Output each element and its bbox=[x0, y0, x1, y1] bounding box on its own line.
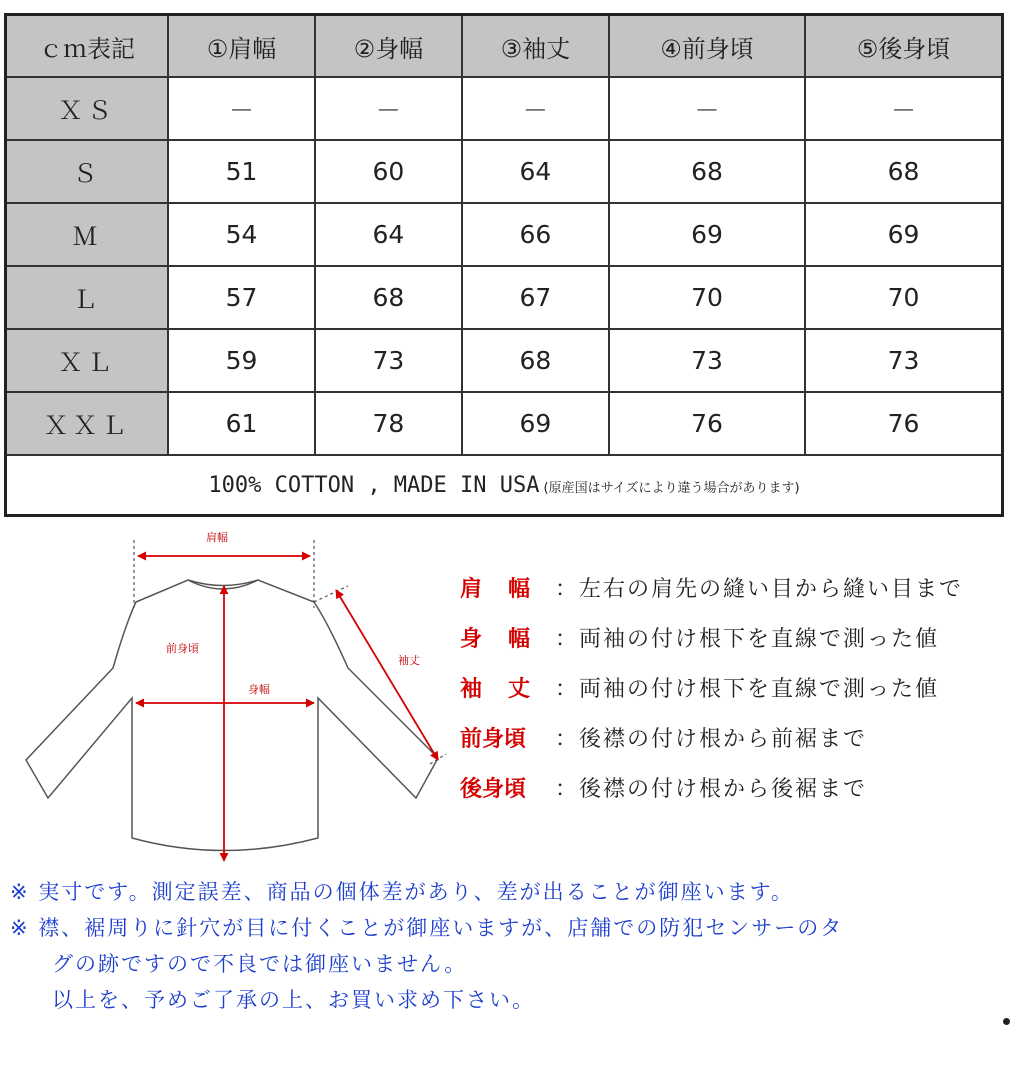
legend-term: 袖丈 bbox=[460, 676, 557, 702]
note-line: 以上を、予めご了承の上、お買い求め下さい。 bbox=[52, 988, 535, 1012]
legend-desc: ：両袖の付け根下を直線で測った値 bbox=[555, 626, 940, 652]
table-cell: 60 bbox=[315, 140, 462, 203]
legend-desc: ：後襟の付け根から後裾まで bbox=[555, 776, 868, 802]
table-row bbox=[6, 329, 1003, 392]
legend-desc: ：左右の肩先の縫い目から縫い目まで bbox=[555, 576, 964, 602]
table-cell: 76 bbox=[609, 392, 805, 455]
table-cell: 68 bbox=[462, 329, 609, 392]
legend-term: 身幅 bbox=[460, 626, 557, 652]
table-footer-row bbox=[6, 455, 1003, 516]
disclaimer-notes bbox=[10, 876, 1010, 1020]
material-origin bbox=[6, 455, 1003, 516]
diagram-body-label: 身幅 bbox=[248, 683, 270, 696]
table-cell: 70 bbox=[805, 266, 1002, 329]
table-cell: 51 bbox=[168, 140, 315, 203]
legend-term: 前身頃 bbox=[460, 726, 527, 752]
table-cell: 78 bbox=[315, 392, 462, 455]
diagram-shoulder-label: 肩幅 bbox=[206, 531, 228, 544]
table-cell: － bbox=[462, 77, 609, 140]
material-text: 100% COTTON , MADE IN USA bbox=[208, 472, 540, 498]
size-label: ＸＳ bbox=[6, 77, 169, 140]
header-unit: ｃｍ表記 bbox=[6, 15, 169, 78]
table-row bbox=[6, 77, 1003, 140]
table-cell: 76 bbox=[805, 392, 1002, 455]
table-cell: － bbox=[805, 77, 1002, 140]
table-cell: 68 bbox=[315, 266, 462, 329]
legend-item bbox=[460, 562, 1010, 612]
size-label: Ｓ bbox=[6, 140, 169, 203]
measurement-legend bbox=[460, 562, 1010, 812]
table-row bbox=[6, 392, 1003, 455]
diagram-sleeve-label: 袖丈 bbox=[398, 654, 420, 667]
size-label: ＸＸＬ bbox=[6, 392, 169, 455]
table-cell: 61 bbox=[168, 392, 315, 455]
header-front-length: ④前身頃 bbox=[609, 15, 805, 78]
table-cell: 57 bbox=[168, 266, 315, 329]
table-cell: 67 bbox=[462, 266, 609, 329]
table-row bbox=[6, 140, 1003, 203]
size-label: ＸＬ bbox=[6, 329, 169, 392]
table-cell: 69 bbox=[609, 203, 805, 266]
table-cell: 68 bbox=[805, 140, 1002, 203]
size-label: Ｍ bbox=[6, 203, 169, 266]
table-row bbox=[6, 203, 1003, 266]
legend-term: 肩幅 bbox=[460, 576, 557, 602]
table-cell: － bbox=[609, 77, 805, 140]
legend-term: 後身頃 bbox=[460, 776, 527, 802]
legend-item bbox=[460, 712, 1010, 762]
table-cell: 73 bbox=[315, 329, 462, 392]
dot-mark bbox=[1003, 1018, 1010, 1025]
table-cell: 68 bbox=[609, 140, 805, 203]
table-cell: － bbox=[168, 77, 315, 140]
note-line: ※ 実寸です。測定誤差、商品の個体差があり、差が出ることが御座います。 bbox=[10, 880, 794, 904]
size-chart-table bbox=[4, 13, 1004, 517]
size-label: Ｌ bbox=[6, 266, 169, 329]
shirt-icon bbox=[26, 580, 438, 851]
table-cell: 59 bbox=[168, 329, 315, 392]
header-shoulder: ①肩幅 bbox=[168, 15, 315, 78]
legend-desc: ：後襟の付け根から前裾まで bbox=[555, 726, 868, 752]
table-cell: 54 bbox=[168, 203, 315, 266]
origin-note: (原産国はサイズにより違う場合があります) bbox=[543, 480, 800, 496]
table-cell: 69 bbox=[805, 203, 1002, 266]
legend-desc: ：両袖の付け根下を直線で測った値 bbox=[555, 676, 940, 702]
legend-item bbox=[460, 662, 1010, 712]
table-cell: 70 bbox=[609, 266, 805, 329]
header-body-width: ②身幅 bbox=[315, 15, 462, 78]
table-cell: 73 bbox=[609, 329, 805, 392]
table-row bbox=[6, 266, 1003, 329]
table-header-row bbox=[6, 15, 1003, 78]
legend-item bbox=[460, 612, 1010, 662]
table-cell: 64 bbox=[462, 140, 609, 203]
table-cell: 64 bbox=[315, 203, 462, 266]
diagram-front-label: 前身頃 bbox=[166, 642, 199, 655]
note-line: グの跡ですので不良では御座いません。 bbox=[52, 952, 468, 976]
note-line: ※ 襟、裾周りに針穴が目に付くことが御座いますが、店舗での防犯センサーのタ bbox=[10, 916, 844, 940]
table-cell: 69 bbox=[462, 392, 609, 455]
header-back-length: ⑤後身頃 bbox=[805, 15, 1002, 78]
header-sleeve: ③袖丈 bbox=[462, 15, 609, 78]
table-cell: 73 bbox=[805, 329, 1002, 392]
legend-item bbox=[460, 762, 1010, 812]
table-cell: 66 bbox=[462, 203, 609, 266]
table-cell: － bbox=[315, 77, 462, 140]
shirt-measurement-diagram bbox=[18, 528, 448, 873]
